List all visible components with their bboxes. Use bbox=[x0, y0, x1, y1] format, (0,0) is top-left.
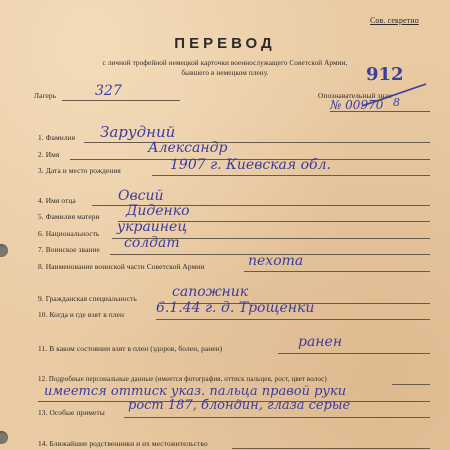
field-label-rank: 7. Воинское звание bbox=[38, 245, 100, 254]
field-value-rank: солдат bbox=[124, 235, 180, 251]
field-line-relatives bbox=[232, 448, 430, 449]
punch-hole-top bbox=[0, 244, 8, 257]
field-line-details-1 bbox=[392, 384, 430, 385]
field-value-nationality: украинец bbox=[117, 219, 188, 235]
field-value-marks: рост 187, блондин, глаза серые bbox=[128, 398, 351, 413]
subtitle-line-2: бывшего в немецком плену. bbox=[181, 69, 269, 77]
id-label: Опознавательный знак bbox=[318, 91, 392, 100]
field-line-condition bbox=[278, 353, 430, 354]
camp-value: 327 bbox=[95, 83, 122, 99]
field-value-name: Александр bbox=[148, 140, 228, 156]
field-label-unit: 8. Наименование воинской части Советской Армии bbox=[38, 262, 205, 271]
field-line-marks bbox=[124, 417, 430, 418]
field-label-surname: 1. Фамилия bbox=[38, 133, 76, 142]
field-value-details: имеется оттиск указ. пальца правой руки bbox=[44, 384, 347, 399]
field-label-birth: 3. Дата и место рождения bbox=[38, 166, 121, 175]
field-label-relatives: 14. Ближайшие родственники и их местожительство bbox=[38, 439, 208, 448]
field-label-profession: 9. Гражданская специальность bbox=[38, 294, 137, 303]
id-slash-mark bbox=[360, 80, 430, 110]
field-label-details: 12. Подробные персональные данные (имеется фотография, оттиск пальцев, рост, цвет волос) bbox=[38, 375, 327, 383]
field-label-condition: 11. В каком состоянии взят в плен (здоров, болен, ранен) bbox=[38, 344, 223, 353]
id-stamp: 912 bbox=[366, 64, 404, 85]
field-value-profession: сапожник bbox=[172, 284, 249, 300]
field-line-surname bbox=[84, 142, 430, 143]
field-label-father: 4. Имя отца bbox=[38, 196, 76, 205]
field-value-birth: 1907 г. Киевская обл. bbox=[170, 157, 331, 173]
page-title: ПЕРЕВОД bbox=[174, 35, 276, 52]
field-line-captured bbox=[156, 319, 430, 320]
punch-hole-bottom bbox=[0, 431, 8, 444]
field-line-birth bbox=[152, 175, 430, 176]
field-label-mother: 5. Фамилия матери bbox=[38, 212, 100, 221]
field-line-unit bbox=[244, 271, 430, 272]
field-value-captured: 6.1.44 г. д. Трощенки bbox=[156, 300, 315, 316]
field-value-condition: ранен bbox=[298, 334, 343, 350]
field-value-mother: Диденко bbox=[126, 203, 190, 219]
field-value-unit: пехота bbox=[248, 253, 304, 269]
field-label-name: 2. Имя bbox=[38, 150, 60, 159]
camp-label: Лагерь bbox=[34, 91, 57, 100]
field-label-nationality: 6. Национальность bbox=[38, 229, 100, 238]
field-value-father: Овсий bbox=[118, 188, 164, 204]
id-value: № 00970 bbox=[330, 98, 384, 112]
id-extra: 8 bbox=[393, 96, 400, 109]
field-value-surname: Зарудний bbox=[100, 123, 176, 141]
field-label-captured: 10. Когда и где взят в плен bbox=[38, 310, 125, 319]
camp-line bbox=[62, 100, 180, 101]
classification-label: Сов. секретно bbox=[370, 16, 419, 25]
subtitle-line-1: с личной трофейной немецкой карточки военнослужащего Советской Армии, bbox=[102, 59, 348, 67]
field-label-marks: 13. Особые приметы bbox=[38, 408, 105, 417]
